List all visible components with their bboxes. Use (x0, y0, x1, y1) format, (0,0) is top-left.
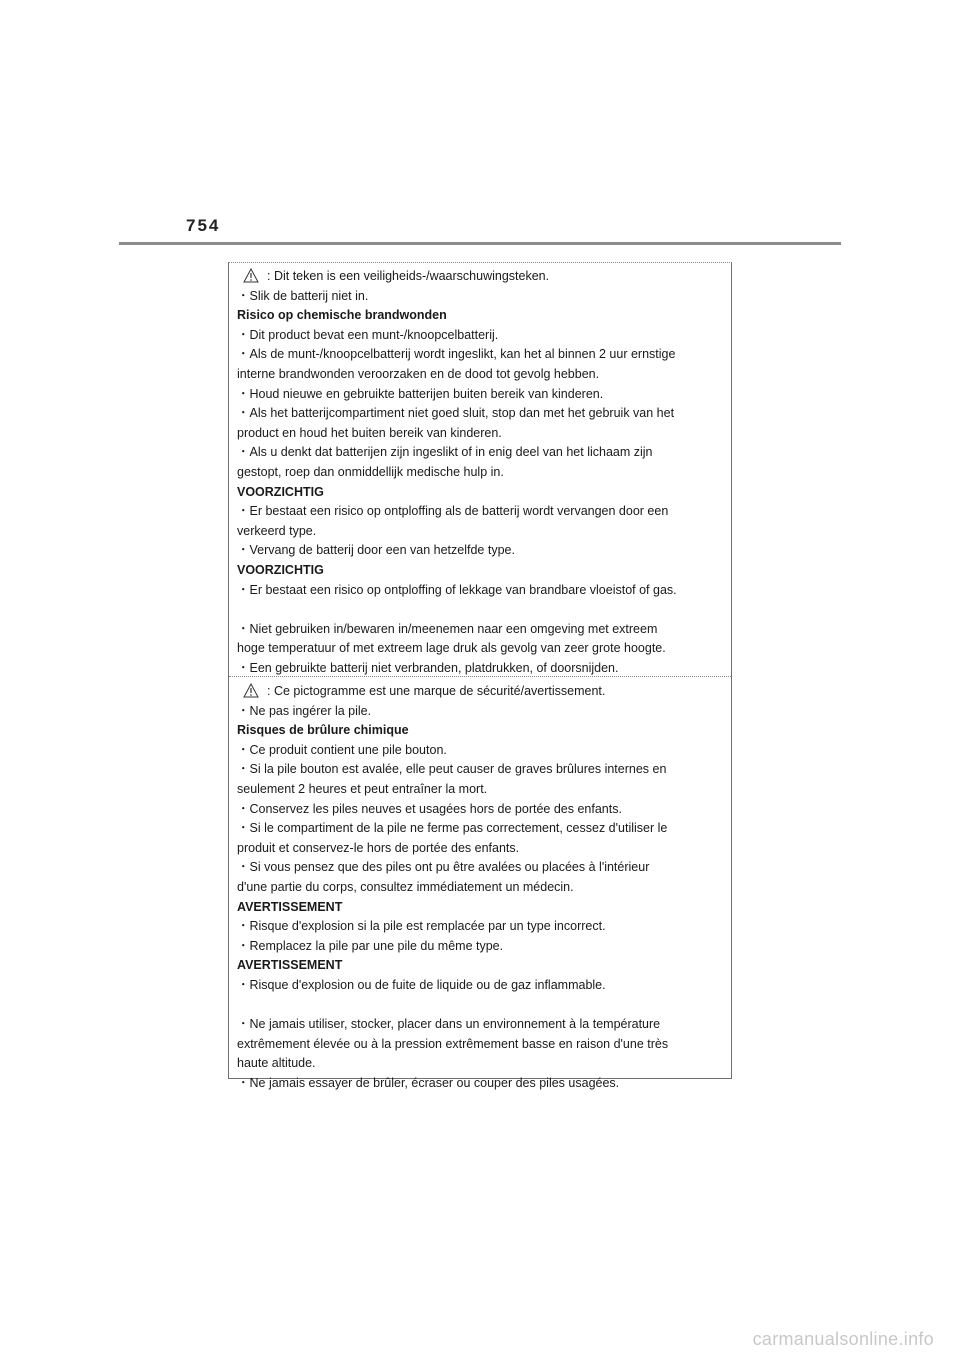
section-heading: VOORZICHTIG (237, 484, 324, 499)
text-line: ・Slik de batterij niet in. (237, 288, 369, 303)
text-line: seulement 2 heures et peut entraîner la mort. (237, 781, 488, 796)
text-line: ・Er bestaat een risico op ontploffing of lekkage van brandbare vloeistof of gas. (237, 582, 677, 597)
battery-warning-box (228, 262, 732, 1090)
text-line: gestopt, roep dan onmiddellijk medische hulp in. (237, 464, 504, 479)
watermark: carmanualsonline.info (752, 1329, 934, 1349)
text-line: ・Houd nieuwe en gebruikte batterijen buiten bereik van kinderen. (237, 386, 604, 401)
text-line: extrêmement élevée ou à la pression extrêmement basse en raison d'une très (237, 1036, 669, 1051)
text-line: ・Niet gebruiken in/bewaren in/meenemen naar een omgeving met extreem (237, 621, 658, 636)
page-number: 754 (186, 216, 221, 235)
text-line: product en houd het buiten bereik van kinderen. (237, 425, 502, 440)
text-line: ・Als u denkt dat batterijen zijn ingeslikt of in enig deel van het lichaam zijn (237, 445, 653, 460)
section-heading: AVERTISSEMENT (237, 899, 343, 914)
header-rule (119, 242, 841, 245)
text-line: d'une partie du corps, consultez immédiatement un médecin. (237, 879, 574, 894)
text-line: ・Dit product bevat een munt-/knoopcelbatterij. (237, 327, 499, 342)
text-line: ・Si la pile bouton est avalée, elle peut causer de graves brûlures internes en (237, 762, 667, 777)
blank-line (237, 600, 723, 620)
text-line: ・Als de munt-/knoopcelbatterij wordt ingeslikt, kan het al binnen 2 uur ernstige (237, 347, 676, 362)
text-line: ・Ne jamais essayer de brûler, écraser ou couper des piles usagées. (237, 1075, 620, 1090)
section-heading: Risques de brûlure chimique (237, 723, 409, 738)
text-line: verkeerd type. (237, 523, 317, 538)
text-line: ・Er bestaat een risico op ontploffing als de batterij wordt vervangen door een (237, 504, 669, 519)
french-icon-caption-row (237, 682, 723, 702)
french-icon-caption: : Ce pictogramme est une marque de sécurité/avertissement. (267, 684, 606, 698)
text-line: ・Risque d'explosion ou de fuite de liquide ou de gaz inflammable. (237, 977, 606, 992)
text-line: haute altitude. (237, 1056, 316, 1071)
text-line: ・Si vous pensez que des piles ont pu être avalées ou placées à l'intérieur (237, 860, 650, 875)
dutch-section (229, 267, 731, 678)
text-line: ・Ce produit contient une pile bouton. (237, 742, 447, 757)
warning-triangle-icon (243, 268, 259, 283)
text-line: ・Risque d'explosion si la pile est remplacée par un type incorrect. (237, 919, 606, 934)
text-line: interne brandwonden veroorzaken en de dood tot gevolg hebben. (237, 366, 600, 381)
text-line: ・Een gebruikte batterij niet verbranden, platdrukken, of doorsnijden. (237, 660, 619, 675)
french-lines (237, 702, 723, 1094)
dutch-icon-caption: : Dit teken is een veiligheids-/waarschuwingsteken. (267, 269, 550, 283)
text-line: produit et conservez-le hors de portée des enfants. (237, 840, 520, 855)
text-line: ・Remplacez la pile par une pile du même type. (237, 938, 504, 953)
text-line: hoge temperatuur of met extreem lage druk als gevolg van zeer grote hoogte. (237, 641, 666, 656)
warning-triangle-icon (243, 683, 259, 698)
dutch-lines (237, 287, 723, 679)
section-heading: VOORZICHTIG (237, 562, 324, 577)
text-line: ・Si le compartiment de la pile ne ferme pas correctement, cessez d'utiliser le (237, 821, 668, 836)
dutch-icon-caption-row (237, 267, 723, 287)
text-line: ・Vervang de batterij door een van hetzelfde type. (237, 543, 515, 558)
section-heading: AVERTISSEMENT (237, 958, 343, 973)
blank-line (237, 996, 723, 1016)
text-line: ・Ne jamais utiliser, stocker, placer dans un environnement à la température (237, 1017, 661, 1032)
text-line: ・Als het batterijcompartiment niet goed sluit, stop dan met het gebruik van het (237, 406, 675, 421)
text-line: ・Ne pas ingérer la pile. (237, 703, 372, 718)
text-line: ・Conservez les piles neuves et usagées hors de portée des enfants. (237, 801, 622, 816)
section-heading: Risico op chemische brandwonden (237, 308, 447, 323)
french-section (229, 676, 731, 1093)
